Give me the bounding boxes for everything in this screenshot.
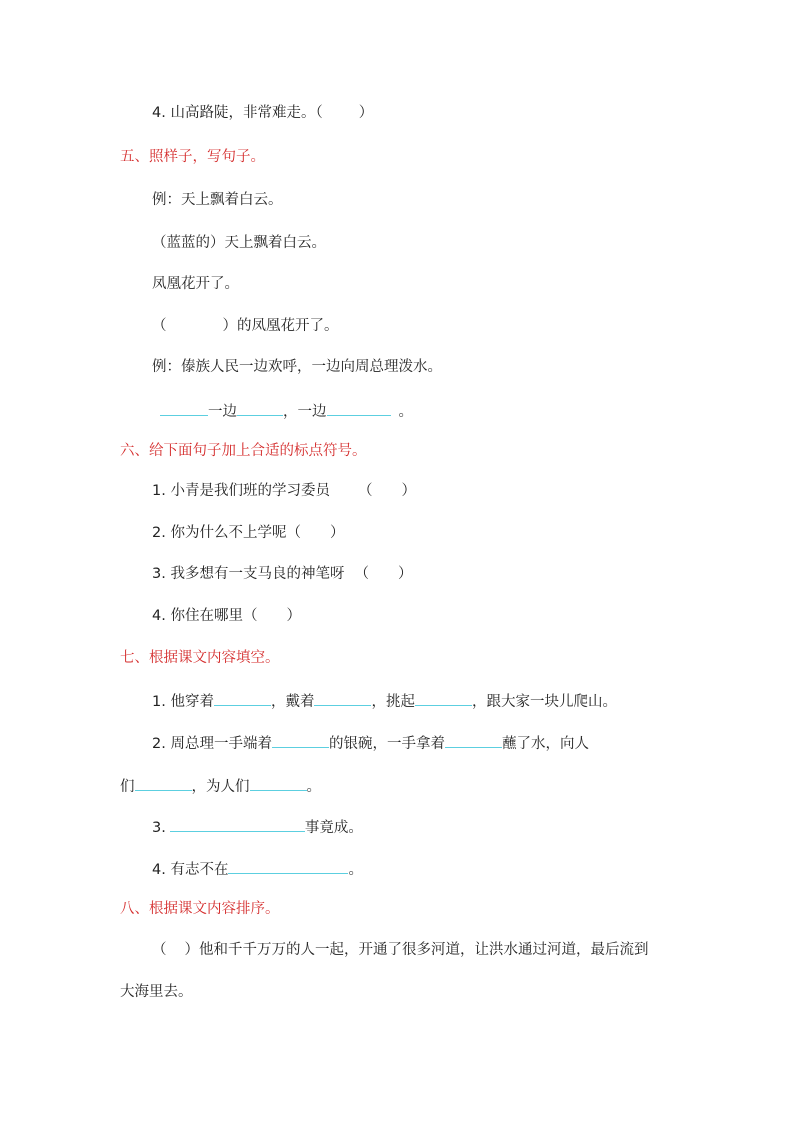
fill-item-2-cont: 们 ，为人们 。 — [120, 775, 321, 796]
fill-item-2: 2. 周总理一手端着 的银碗，一手拿着 蘸了水，向人 — [152, 732, 589, 753]
order-item: （ ）他和千千万万的人一起，开通了很多河道，让洪水通过河道，最后流到 — [152, 942, 649, 958]
fill-blank[interactable] — [135, 775, 192, 791]
fill-blank[interactable] — [272, 732, 329, 748]
order-item-cont: 大海里去。 — [120, 984, 193, 1000]
fill-blank[interactable] — [170, 816, 305, 832]
fill-blank[interactable] — [327, 400, 391, 416]
example-1: 例：天上飘着白云。 — [152, 192, 283, 208]
prev-question-4: 4. 山高路陡，非常难走。（ ） — [152, 105, 374, 121]
section8-heading: 八、根据课文内容排序。 — [120, 901, 280, 917]
punct-item-1: 1. 小青是我们班的学习委员 （ ） — [152, 483, 416, 499]
fill-blank[interactable] — [160, 400, 208, 416]
paren-blank[interactable]: （ ） — [286, 525, 345, 541]
fill-blank[interactable] — [228, 858, 348, 874]
punct-item-2: 2. 你为什么不上学呢（ ） — [152, 525, 345, 541]
question-1-fill: （ ）的凤凰花开了。 — [152, 318, 339, 334]
section7-heading: 七、根据课文内容填空。 — [120, 650, 280, 666]
paren-blank[interactable]: （ ） — [354, 566, 413, 582]
paren-blank[interactable]: （ ） — [357, 483, 416, 499]
fill-item-3: 3. 事竟成。 — [152, 816, 363, 837]
fill-blank[interactable] — [445, 732, 502, 748]
fill-blank[interactable] — [415, 690, 472, 706]
section5-heading: 五、照样子，写句子。 — [120, 149, 265, 165]
example-2: 例：傣族人民一边欢呼，一边向周总理泼水。 — [152, 359, 442, 375]
fill-blank[interactable] — [237, 400, 283, 416]
paren-blank[interactable]: （ ） — [242, 608, 301, 624]
question-1: 凤凰花开了。 — [152, 276, 239, 292]
fill-blank[interactable] — [250, 775, 307, 791]
fill-item-4: 4. 有志不在 。 — [152, 858, 363, 879]
question-2-fill: 一边 ，一边 。 — [160, 400, 413, 421]
fill-blank[interactable] — [314, 690, 371, 706]
section6-heading: 六、给下面句子加上合适的标点符号。 — [120, 443, 367, 459]
fill-item-1: 1. 他穿着 ，戴着 ，挑起 ，跟大家一块儿爬山。 — [152, 690, 617, 711]
punct-item-4: 4. 你住在哪里（ ） — [152, 608, 301, 624]
fill-blank[interactable] — [214, 690, 271, 706]
example-1-answer: （蓝蓝的）天上飘着白云。 — [152, 235, 326, 251]
punct-item-3: 3. 我多想有一支马良的神笔呀 （ ） — [152, 566, 413, 582]
